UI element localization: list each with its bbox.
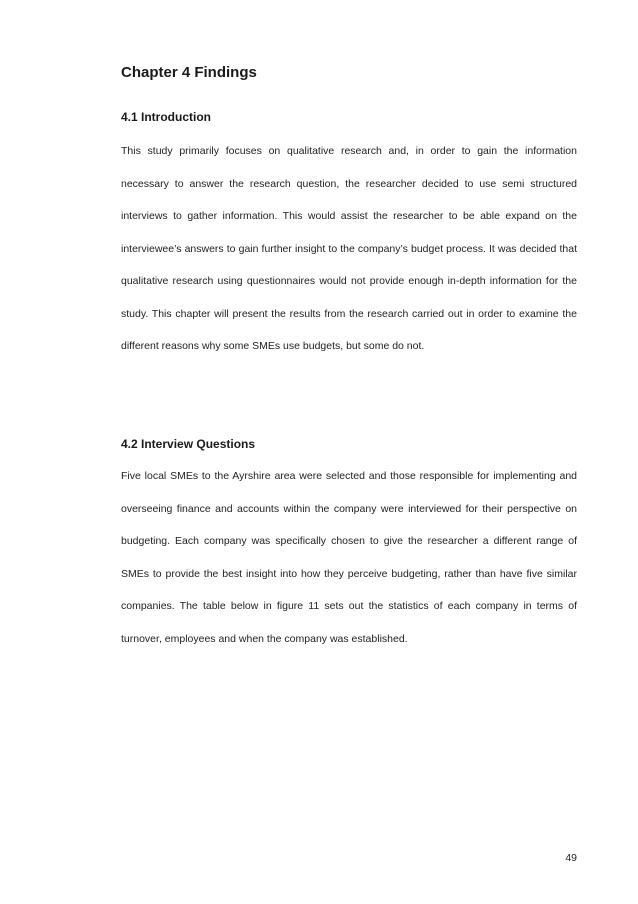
section-paragraph-interview-questions: Five local SMEs to the Ayrshire area were selected and those responsible for implementing and overseeing finance and accounts within the company were interviewed for their perspective on budgeting. Each company was specifically chosen to give the researcher a different range of SMEs to provide the best insight into how they perceive budgeting, rather than have five similar companies. The table below in figure 11 sets out the statistics of each company in terms of turnover, employees and when the company was established. xyxy=(121,470,577,645)
section-heading-interview-questions: 4.2 Interview Questions xyxy=(121,437,256,451)
page-number: 49 xyxy=(565,852,577,864)
chapter-title: Chapter 4 Findings xyxy=(121,64,257,81)
section-heading-introduction: 4.1 Introduction xyxy=(121,110,211,124)
section-paragraph-introduction: This study primarily focuses on qualitative research and, in order to gain the information necessary to answer the research question, the researcher decided to use semi structured interviews to gather information. This would assist the researcher to be able expand on the interviewee’s answers to gain further insight to the company’s budget process. It was decided that qualitative research using questionnaires would not provide enough in-depth information for the study. This chapter will present the results from the research carried out in order to examine the different reasons why some SMEs use budgets, but some do not. xyxy=(121,145,577,352)
